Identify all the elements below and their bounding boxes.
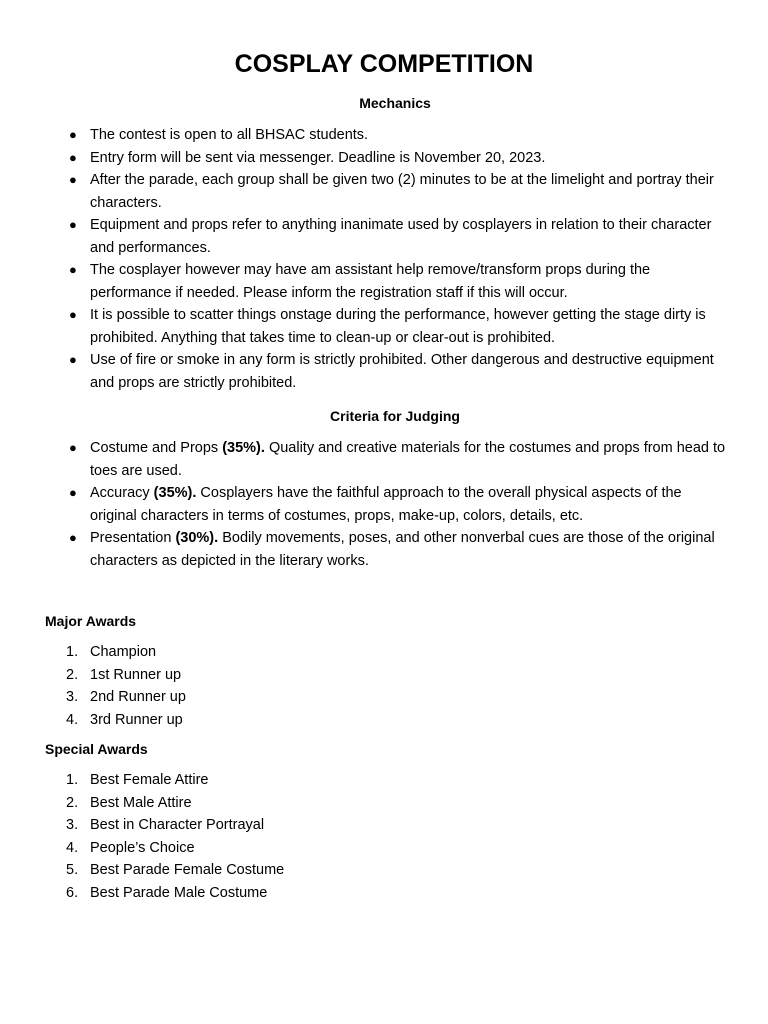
list-item: 5. Best Parade Female Costume bbox=[66, 862, 285, 878]
bullet-icon: ● bbox=[69, 127, 77, 142]
list-item: 3. 2nd Runner up bbox=[66, 689, 186, 705]
criterion-name: Accuracy bbox=[90, 485, 150, 501]
mechanics-heading: Mechanics bbox=[359, 95, 431, 111]
page-title: COSPLAY COMPETITION bbox=[234, 50, 534, 78]
criterion-description: Cosplayers have the faithful approach to the overall physical aspects of the original characters in terms of costumes, props, make-up, colors, details, etc. bbox=[90, 485, 682, 524]
criterion-description: Quality and creative materials for the costumes and props from head to toes are used. bbox=[90, 440, 726, 479]
bullet-icon: ● bbox=[69, 485, 77, 500]
bullet-icon: ● bbox=[69, 217, 77, 232]
list-item: ● The contest is open to all BHSAC students. bbox=[90, 124, 730, 147]
mechanics-list bbox=[69, 124, 730, 394]
criterion-description: Bodily movements, poses, and other nonverbal cues are those of the original characters as depicted in the literary works. bbox=[90, 530, 715, 569]
special-awards-heading: Special Awards bbox=[45, 741, 148, 757]
list-item: ● Use of fire or smoke in any form is strictly prohibited. Other dangerous and destructive equipment and props are strictly prohibited. bbox=[90, 349, 730, 394]
major-awards-list bbox=[66, 641, 730, 731]
list-item: ● Equipment and props refer to anything inanimate used by cosplayers in relation to their character and performances. bbox=[90, 214, 730, 259]
list-item: 4. People’s Choice bbox=[66, 839, 195, 856]
criteria-list bbox=[69, 437, 730, 572]
list-item: 2. Best Male Attire bbox=[66, 794, 192, 811]
special-awards-list bbox=[66, 769, 730, 904]
bullet-icon: ● bbox=[69, 262, 77, 277]
criterion-name: Presentation bbox=[90, 530, 172, 546]
major-awards-heading: Major Awards bbox=[45, 613, 137, 629]
criterion-weight: (35%). bbox=[153, 485, 197, 501]
bullet-icon: ● bbox=[69, 352, 77, 367]
list-item: ● After the parade, each group shall be given two (2) minutes to be at the limelight and portray their characters. bbox=[90, 169, 730, 214]
list-item: 1. Champion bbox=[66, 644, 157, 660]
list-item: 3. Best in Character Portrayal bbox=[66, 817, 265, 833]
list-item: 4. 3rd Runner up bbox=[66, 711, 183, 728]
list-item: ● The cosplayer however may have am assistant help remove/transform props during the performance if needed. Please inform the registration staff if this will occur. bbox=[90, 259, 730, 304]
list-item: ● Entry form will be sent via messenger. Deadline is November 20, 2023. bbox=[90, 147, 730, 170]
list-item bbox=[69, 437, 730, 482]
bullet-icon: ● bbox=[69, 149, 77, 165]
criterion-weight: (30%). bbox=[175, 530, 219, 546]
criterion-name: Costume and Props bbox=[90, 440, 219, 456]
list-item: 2. 1st Runner up bbox=[66, 666, 182, 683]
list-item: 1. Best Female Attire bbox=[66, 772, 209, 788]
criteria-heading: Criteria for Judging bbox=[330, 408, 460, 424]
bullet-icon: ● bbox=[69, 530, 77, 545]
list-item: 6. Best Parade Male Costume bbox=[66, 884, 268, 901]
list-item: ● It is possible to scatter things onstage during the performance, however getting the stage dirty is prohibited. Anything that takes time to clean-up or clear-out is prohibited. bbox=[90, 304, 730, 349]
bullet-icon: ● bbox=[69, 307, 77, 322]
list-item bbox=[69, 527, 730, 572]
bullet-icon: ● bbox=[69, 172, 77, 187]
criterion-weight: (35%). bbox=[222, 440, 265, 456]
bullet-icon: ● bbox=[69, 440, 77, 455]
list-item bbox=[69, 482, 730, 527]
